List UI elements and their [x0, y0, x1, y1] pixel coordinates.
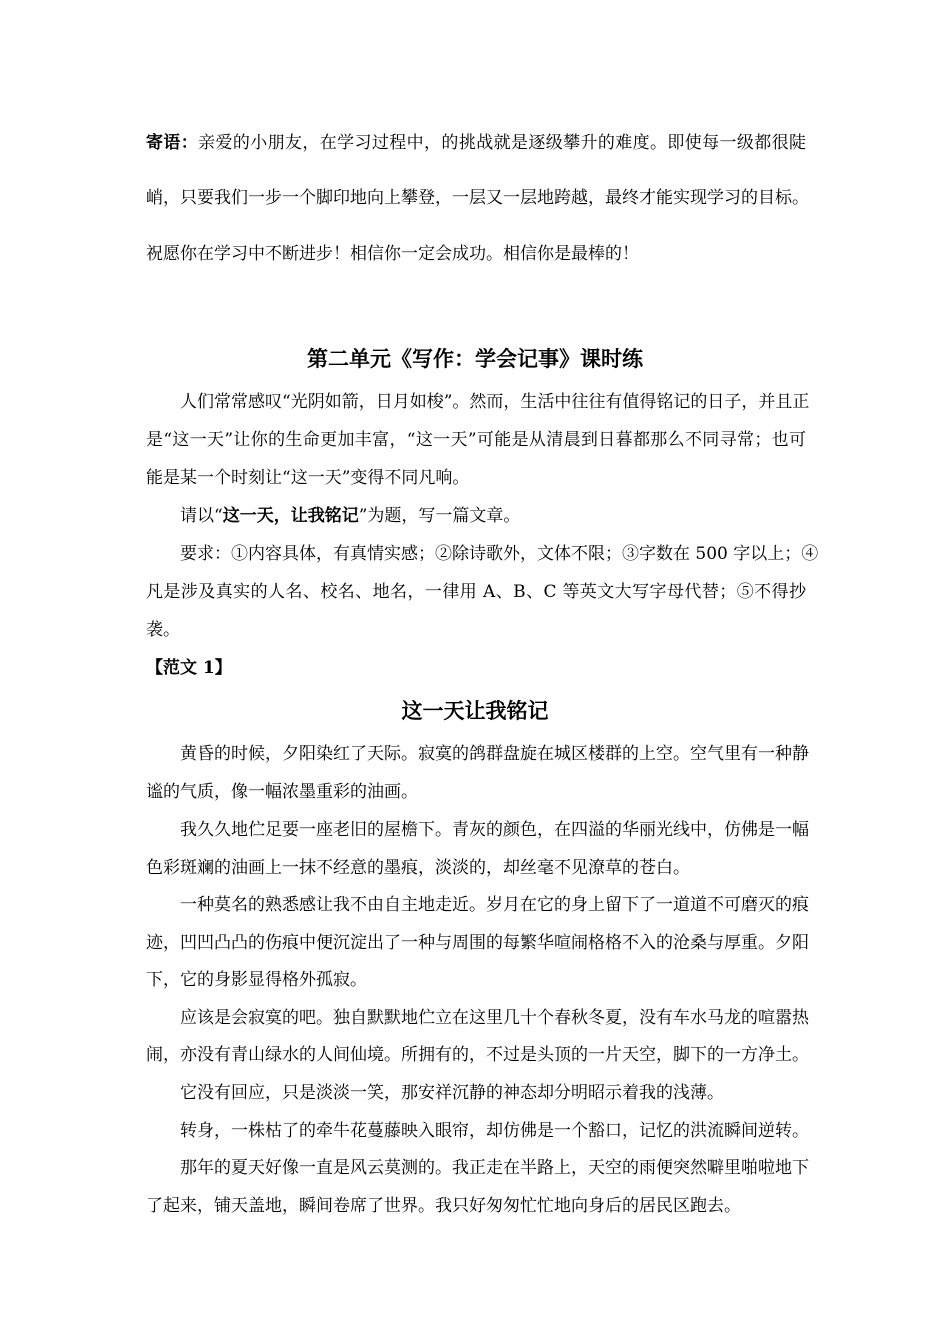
requirements-line-2: 凡是涉及真实的人名、校名、地名，一律用 A、B、C 等英文大写字母代替；⑤不得抄 [146, 582, 806, 602]
essay-title: 这一天让我铭记 [401, 698, 549, 723]
task-title: 这一天，让我铭记 [222, 506, 359, 526]
essay-line-4: 色彩斑斓的油画上一抹不经意的墨痕，淡淡的，却丝毫不见潦草的苍白。 [146, 858, 690, 878]
task-suffix: ”为题，写一篇文章。 [358, 506, 521, 526]
essay-line-8: 应该是会寂寞的吧。独自默默地伫立在这里几十个春秋冬夏，没有车水马龙的喧嚣热 [180, 1008, 809, 1028]
greeting-line-1 [146, 131, 806, 155]
greeting-line-3: 祝愿你在学习中不断进步！相信你一定会成功。相信你是最棒的！ [146, 244, 639, 264]
unit-title: 第二单元《写作：学会记事》课时练 [307, 346, 643, 371]
essay-line-9: 闹，亦没有青山绿水的人间仙境。所拥有的，不过是头顶的一片天空，脚下的一方净土。 [146, 1045, 809, 1065]
sample-label: 【范文 1】 [146, 658, 232, 678]
essay-line-11: 转身，一株枯了的牵牛花蔓藤映入眼帘，却仿佛是一个豁口，记忆的洪流瞬间逆转。 [180, 1121, 809, 1141]
essay-line-3: 我久久地伫足要一座老旧的屋檐下。青灰的颜色，在四溢的华丽光线中，仿佛是一幅 [180, 820, 809, 840]
essay-line-5: 一种莫名的熟悉感让我不由自主地走近。岁月在它的身上留下了一道道不可磨灭的痕 [180, 895, 809, 915]
prompt-line-2: 是“这一天”让你的生命更加丰富，“这一天”可能是从清晨到日暮都那么不同寻常；也可 [146, 430, 806, 450]
essay-line-6: 迹，凹凹凸凸的伤痕中便沉淀出了一种与周围的每繁华喧闹格格不入的沧桑与厚重。夕阳 [146, 933, 809, 953]
greeting-text-1: 亲爱的小朋友，在学习过程中，的挑战就是逐级攀升的难度。即使每一级都很陡 [198, 133, 807, 153]
essay-line-1: 黄昏的时候，夕阳染红了天际。寂寞的鸽群盘旋在城区楼群的上空。空气里有一种静 [180, 744, 809, 764]
task-line [180, 504, 806, 528]
essay-line-7: 下，它的身影显得格外孤寂。 [146, 970, 367, 990]
greeting-label: 寄语： [146, 133, 199, 153]
essay-line-10: 它没有回应，只是淡淡一笑，那安祥沉静的神态却分明昭示着我的浅薄。 [180, 1083, 724, 1103]
prompt-line-3: 能是某一个时刻让“这一天”变得不同凡响。 [146, 468, 470, 488]
task-prefix: 请以“ [180, 506, 223, 526]
essay-line-13: 了起来，铺天盖地，瞬间卷席了世界。我只好匆匆忙忙地向身后的居民区跑去。 [146, 1196, 741, 1216]
essay-line-2: 谧的气质，像一幅浓墨重彩的油画。 [146, 782, 418, 802]
prompt-line-1: 人们常常感叹“光阴如箭，日月如梭”。然而，生活中往往有值得铭记的日子，并且正 [180, 392, 810, 412]
requirements-line-3: 袭。 [146, 620, 180, 640]
requirements-line-1: 要求：①内容具体，有真情实感；②除诗歌外，文体不限；③字数在 500 字以上；④ [180, 544, 819, 564]
essay-line-12: 那年的夏天好像一直是风云莫测的。我正走在半路上，天空的雨便突然噼里啪啦地下 [180, 1158, 809, 1178]
greeting-line-2: 峭，只要我们一步一个脚印地向上攀登，一层又一层地跨越，最终才能实现学习的目标。 [146, 188, 809, 208]
